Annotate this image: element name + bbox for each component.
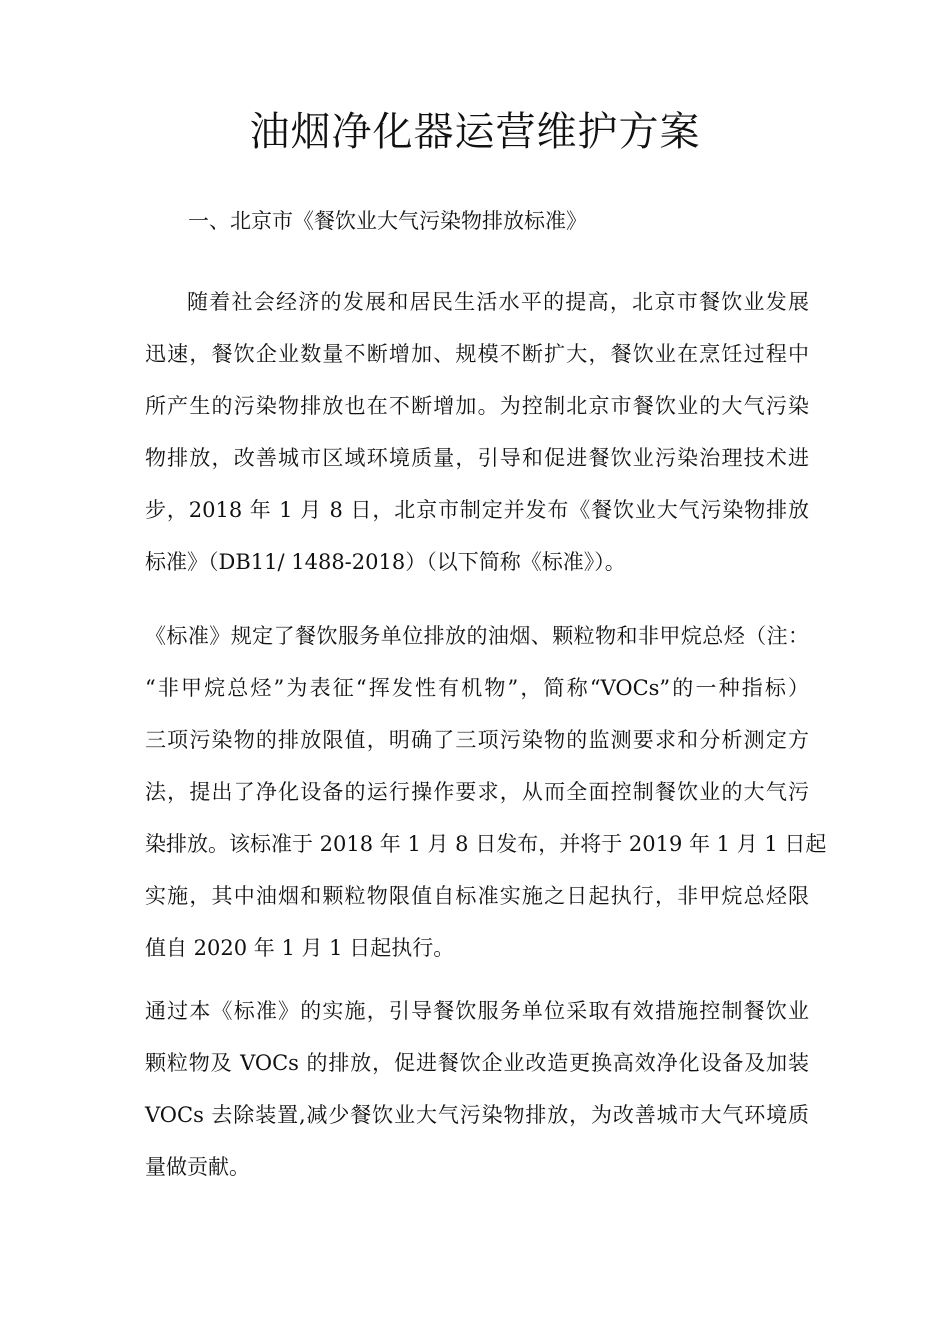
paragraph-line: 实施，其中油烟和颗粒物限值自标准实施之日起执行，非甲烷总烃限 <box>145 884 809 908</box>
paragraph-line: 法，提出了净化设备的运行操作要求，从而全面控制餐饮业的大气污 <box>145 780 809 804</box>
paragraph-implementation <box>145 985 809 1193</box>
paragraph-line: 量做贡献。 <box>145 1155 250 1179</box>
paragraph-line: 迅速，餐饮企业数量不断增加、规模不断扩大，餐饮业在烹饪过程中 <box>145 342 809 366</box>
paragraph-line: 值自 2020 年 1 月 1 日起执行。 <box>145 936 455 960</box>
paragraph-line: 染排放。该标准于 2018 年 1 月 8 日发布，并将于 2019 年 1 月 1 日起 <box>145 832 827 856</box>
paragraph-line: 《标准》规定了餐饮服务单位排放的油烟、颗粒物和非甲烷总烃（注： <box>145 624 809 648</box>
section-heading: 一、北京市《餐饮业大气污染物排放标准》 <box>188 209 587 233</box>
paragraph-line: 随着社会经济的发展和居民生活水平的提高，北京市餐饮业发展 <box>187 290 809 314</box>
paragraph-intro <box>145 276 809 588</box>
document-title: 油烟净化器运营维护方案 <box>249 109 701 155</box>
paragraph-line: 通过本《标准》的实施，引导餐饮服务单位采取有效措施控制餐饮业 <box>145 999 809 1023</box>
paragraph-standard-scope <box>145 610 827 974</box>
paragraph-line: 三项污染物的排放限值，明确了三项污染物的监测要求和分析测定方 <box>145 728 809 752</box>
paragraph-line: VOCs 去除装置,减少餐饮业大气污染物排放，为改善城市大气环境质 <box>145 1103 809 1127</box>
paragraph-line: 步，2018 年 1 月 8 日，北京市制定并发布《餐饮业大气污染物排放 <box>145 498 809 522</box>
paragraph-line: “非甲烷总烃”为表征“挥发性有机物”，简称“VOCs”的一种指标） <box>145 676 809 700</box>
paragraph-line: 标准》（DB11/ 1488-2018）（以下简称《标准》）。 <box>145 550 626 574</box>
paragraph-line: 所产生的污染物排放也在不断增加。为控制北京市餐饮业的大气污染 <box>145 394 809 418</box>
paragraph-line: 物排放，改善城市区域环境质量，引导和促进餐饮业污染治理技术进 <box>145 446 809 470</box>
paragraph-line: 颗粒物及 VOCs 的排放，促进餐饮企业改造更换高效净化设备及加装 <box>145 1051 809 1075</box>
